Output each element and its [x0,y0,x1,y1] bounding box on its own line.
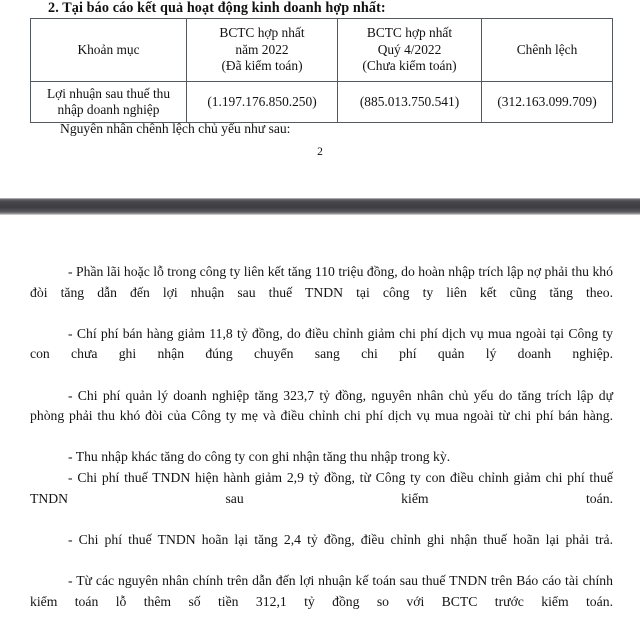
table-header-khoan-muc-label: Khoản mục [77,41,140,57]
reason-paragraph-7: - Từ các nguyên nhân chính trên dẫn đến lợi nhuận kế toán sau thuế TNDN trên Báo cáo tài chính kiểm toán lỗ thêm số tiền 312,1 tỷ đồng so với BCTC trước kiểm toán. [30,572,613,609]
reason-paragraph-6: - Chi phí thuế TNDN hoãn lại tăng 2,4 tỷ đồng, điều chỉnh ghi nhận thuế hoãn lại phải trả. [68,531,613,547]
table-header-chenh-lech [482,19,613,82]
table-header-bctc-nam-2022 [187,19,338,82]
table-header-chenh-lech-label: Chênh lệch [516,41,578,57]
page-separator-bar [0,198,640,215]
reasons-body-text [30,262,613,633]
page-number: 2 [317,146,323,158]
reason-paragraph-3: - Chi phí quản lý doanh nghiệp tăng 323,7 tỷ đồng, nguyên nhân chủ yếu do tăng trích lập dự phòng phải thu khó đòi của Công ty mẹ và điều chỉnh chi phí dịch vụ mua ngoài từ chi phí bán hàng. [30,387,613,424]
reason-paragraph-5: - Chi phí thuế TNDN hiện hành giảm 2,9 tỷ đồng, từ Công ty con điều chỉnh giảm chi phí thuế TNDN sau kiểm toán. [30,469,613,506]
reason-paragraph-1: - Phần lãi hoặc lỗ trong công ty liên kết tăng 110 triệu đồng, do hoàn nhập trích lập nợ phải thu khó đòi tăng dẫn đến lợi nhuận sau thuế TNDN tại công ty liên kết cũng tăng theo. [30,264,613,300]
table-cell-row-label [31,82,187,123]
table-header-bctc-quy-4-2022 [338,19,482,82]
table-header-row [31,19,613,82]
table-cell-quarter-4-2022: (885.013.750.541) [338,82,482,123]
table-cell-year-2022: (1.197.176.850.250) [187,82,338,123]
difference-reason-intro: Nguyên nhân chênh lệch chủ yếu như sau: [60,121,291,136]
document-page-two-fragment [0,215,640,609]
table-cell-row-label-line2: nhập doanh nghiệp [57,102,160,117]
table-header-bctc-quy-4-2022-line2: Quý 4/2022 [377,41,442,57]
table-header-bctc-quy-4-2022-line3: (Chưa kiểm toán) [362,58,457,74]
table-header-bctc-nam-2022-line3: (Đã kiểm toán) [221,58,303,74]
table-header-bctc-nam-2022-line2: năm 2022 [235,41,289,57]
table-cell-difference: (312.163.099.709) [482,82,613,123]
document-page-one-fragment [0,0,640,198]
table-cell-row-label-line1: Lợi nhuận sau thuế thu [46,85,171,101]
table-header-bctc-nam-2022-line1: BCTC hợp nhất [219,25,305,41]
reason-paragraph-4: - Thu nhập khác tăng do công ty con ghi nhận tăng thu nhập trong kỳ. [68,449,451,465]
table-header-khoan-muc [31,19,187,82]
financial-comparison-table [30,18,613,123]
section-heading: 2. Tại báo cáo kết quả hoạt động kinh doanh hợp nhất: [48,0,386,16]
table-row [31,82,613,123]
reason-paragraph-2: - Chí phí bán hàng giảm 11,8 tỷ đồng, do điều chỉnh giảm chi phí dịch vụ mua ngoài tại Công ty con chưa ghi nhận đúng chuyển sang chi phí quản lý doanh nghiệp. [30,325,613,362]
table-header-bctc-quy-4-2022-line1: BCTC hợp nhất [366,25,453,41]
